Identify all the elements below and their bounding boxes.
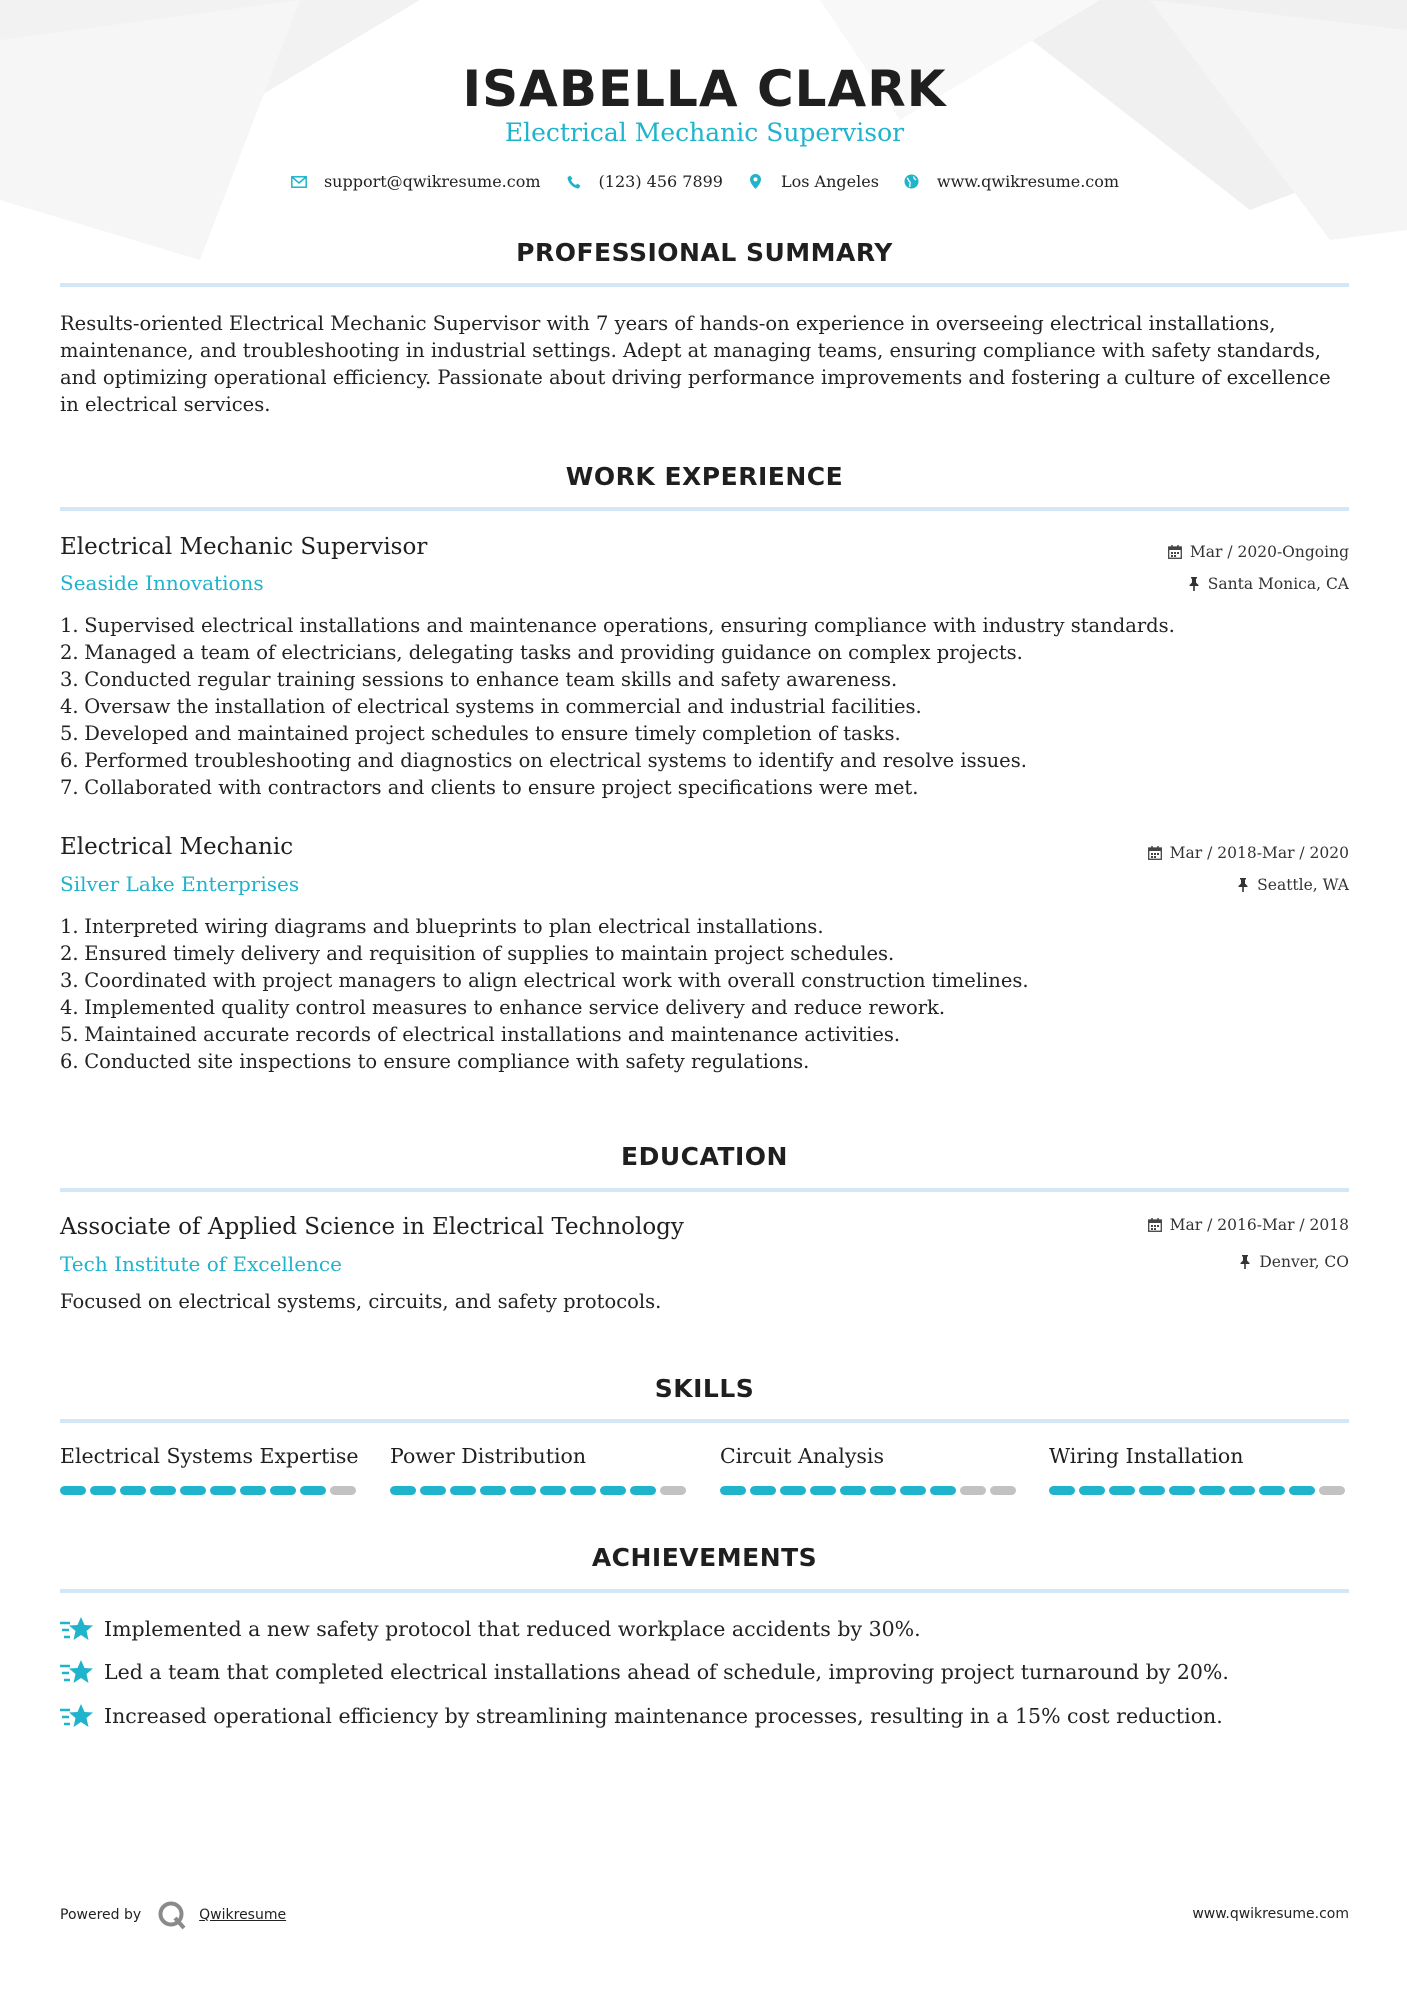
skill-segment-filled [540, 1486, 566, 1495]
list-item: 4. Oversaw the installation of electrical systems in commercial and industrial facilities. [60, 695, 922, 718]
skill-level-bar [1049, 1486, 1349, 1495]
skill-segment-filled [1079, 1486, 1105, 1495]
skill-segment-filled [60, 1486, 86, 1495]
star-icon [60, 1701, 94, 1731]
education-location: Denver, CO [1239, 1253, 1349, 1271]
list-item: 1. Interpreted wiring diagrams and blueprints to plan electrical installations. [60, 915, 824, 938]
skill-name: Circuit Analysis [720, 1444, 884, 1468]
list-item: 6. Performed troubleshooting and diagnostics on electrical systems to identify and resolve issues. [60, 749, 1027, 772]
achievement-text: Increased operational efficiency by streamlining maintenance processes, resulting in a 15% cost reduction. [104, 1704, 1223, 1728]
skills-divider [60, 1419, 1349, 1423]
list-item: 4. Implemented quality control measures to enhance service delivery and reduce rework. [60, 996, 946, 1019]
list-item: 6. Conducted site inspections to ensure compliance with safety regulations. [60, 1050, 810, 1073]
calendar-icon [1148, 846, 1162, 860]
contact-phone[interactable] [565, 172, 723, 191]
skill-name: Wiring Installation [1049, 1444, 1244, 1468]
skill-name: Electrical Systems Expertise [60, 1444, 359, 1468]
globe-icon [903, 173, 921, 191]
summary-divider [60, 283, 1349, 287]
job-location: Santa Monica, CA [1188, 575, 1349, 593]
achievement-item [60, 1614, 1349, 1644]
candidate-name: ISABELLA CLARK [462, 60, 947, 118]
skill-segment-filled [630, 1486, 656, 1495]
skill-segment-filled [1229, 1486, 1255, 1495]
star-icon [60, 1657, 94, 1687]
skill-segment-filled [600, 1486, 626, 1495]
job-title: Electrical Mechanic Supervisor [60, 534, 428, 560]
school-name: Tech Institute of Excellence [60, 1252, 342, 1276]
job-bullets [60, 913, 1349, 1075]
skill-segment-filled [210, 1486, 236, 1495]
skill-segment-filled [150, 1486, 176, 1495]
contact-bar [60, 172, 1349, 191]
list-item: 2. Ensured timely delivery and requisition of supplies to maintain project schedules. [60, 942, 895, 965]
footer-powered-by [60, 1900, 286, 1930]
skill-level-bar [390, 1486, 690, 1495]
qwikresume-logo-icon [157, 1900, 187, 1930]
contact-location [747, 172, 879, 191]
skill-segment-filled [240, 1486, 266, 1495]
skill-segment-filled [750, 1486, 776, 1495]
star-icon [60, 1614, 94, 1644]
skill-segment-filled [780, 1486, 806, 1495]
skill-segment-filled [120, 1486, 146, 1495]
skill-segment-filled [1259, 1486, 1285, 1495]
skill-segment-empty [960, 1486, 986, 1495]
job-company: Silver Lake Enterprises [60, 872, 300, 896]
skill-segment-empty [990, 1486, 1016, 1495]
pin-icon [1188, 577, 1200, 591]
list-item: 2. Managed a team of electricians, delegating tasks and providing guidance on complex projects. [60, 641, 1023, 664]
skill-level-bar [60, 1486, 360, 1495]
skill-segment-filled [720, 1486, 746, 1495]
candidate-title: Electrical Mechanic Supervisor [504, 118, 905, 147]
contact-email[interactable] [290, 172, 541, 191]
map-marker-icon [747, 173, 765, 191]
achievement-text: Led a team that completed electrical installations ahead of schedule, improving project turnaround by 20%. [104, 1660, 1229, 1684]
list-item: 5. Maintained accurate records of electrical installations and maintenance activities. [60, 1023, 901, 1046]
summary-text: Results-oriented Electrical Mechanic Supervisor with 7 years of hands-on experience in overseeing electrical installations, maintenance, and troubleshooting in industrial settings. Adept at managing teams, ensuring compliance with safety standards, and optimizing operational efficiency. Passionate about driving performance improvements and fostering a culture of excellence in electrical services. [60, 312, 1331, 416]
phone-text: (123) 456 7899 [598, 172, 723, 191]
achievement-text: Implemented a new safety protocol that reduced workplace accidents by 30%. [104, 1617, 921, 1641]
job-dates: Mar / 2020-Ongoing [1168, 543, 1349, 561]
job-location: Seattle, WA [1237, 876, 1349, 894]
list-item: 7. Collaborated with contractors and clients to ensure project specifications were met. [60, 776, 919, 799]
skill-segment-filled [1049, 1486, 1075, 1495]
calendar-icon [1168, 545, 1182, 559]
list-item: 1. Supervised electrical installations and maintenance operations, ensuring compliance with industry standards. [60, 614, 1175, 637]
achievements-divider [60, 1589, 1349, 1593]
job-company: Seaside Innovations [60, 571, 264, 595]
skill-segment-filled [390, 1486, 416, 1495]
pin-icon [1237, 878, 1249, 892]
skills-heading: SKILLS [654, 1374, 755, 1403]
skill-segment-filled [300, 1486, 326, 1495]
skill-segment-empty [330, 1486, 356, 1495]
skill-segment-filled [480, 1486, 506, 1495]
skill-segment-filled [840, 1486, 866, 1495]
skill-name: Power Distribution [390, 1444, 587, 1468]
skill-item [1049, 1444, 1349, 1495]
skill-segment-empty [1319, 1486, 1345, 1495]
skill-segment-filled [810, 1486, 836, 1495]
calendar-icon [1148, 1218, 1162, 1232]
experience-heading: WORK EXPERIENCE [565, 462, 844, 491]
footer-website[interactable]: www.qwikresume.com [1192, 1906, 1349, 1922]
job-title: Electrical Mechanic [60, 834, 294, 860]
skill-item [60, 1444, 360, 1495]
brand-link[interactable]: Qwikresume [199, 1907, 287, 1923]
website-text: www.qwikresume.com [936, 172, 1120, 191]
education-heading: EDUCATION [621, 1142, 788, 1171]
job-dates: Mar / 2018-Mar / 2020 [1148, 844, 1349, 862]
list-item: 3. Conducted regular training sessions to enhance team skills and safety awareness. [60, 668, 898, 691]
achievements-heading: ACHIEVEMENTS [591, 1543, 818, 1572]
skill-segment-filled [510, 1486, 536, 1495]
skill-segment-filled [1289, 1486, 1315, 1495]
skill-segment-filled [900, 1486, 926, 1495]
skill-segment-filled [570, 1486, 596, 1495]
skill-segment-filled [1169, 1486, 1195, 1495]
skill-segment-filled [1109, 1486, 1135, 1495]
phone-icon [565, 173, 583, 191]
skill-segment-empty [660, 1486, 686, 1495]
skill-segment-filled [450, 1486, 476, 1495]
skill-segment-filled [1199, 1486, 1225, 1495]
education-description: Focused on electrical systems, circuits, and safety protocols. [60, 1290, 662, 1313]
skill-segment-filled [420, 1486, 446, 1495]
skill-segment-filled [1139, 1486, 1165, 1495]
degree-title: Associate of Applied Science in Electrical Technology [60, 1214, 684, 1240]
list-item: 3. Coordinated with project managers to align electrical work with overall construction timelines. [60, 969, 1029, 992]
summary-heading: PROFESSIONAL SUMMARY [516, 238, 893, 267]
pin-icon [1239, 1255, 1251, 1269]
envelope-icon [290, 173, 308, 191]
skill-segment-filled [180, 1486, 206, 1495]
job-bullets [60, 612, 1349, 801]
email-text: support@qwikresume.com [323, 172, 541, 191]
achievement-item [60, 1701, 1349, 1731]
skill-item [720, 1444, 1020, 1495]
skill-level-bar [720, 1486, 1020, 1495]
skill-segment-filled [270, 1486, 296, 1495]
experience-divider [60, 507, 1349, 511]
list-item: 5. Developed and maintained project schedules to ensure timely completion of tasks. [60, 722, 901, 745]
skill-segment-filled [90, 1486, 116, 1495]
skill-segment-filled [930, 1486, 956, 1495]
powered-by-label: Powered by [60, 1907, 142, 1923]
contact-website[interactable] [903, 172, 1119, 191]
education-dates: Mar / 2016-Mar / 2018 [1148, 1216, 1349, 1234]
skill-segment-filled [870, 1486, 896, 1495]
education-divider [60, 1188, 1349, 1192]
skill-item [390, 1444, 690, 1495]
achievement-item [60, 1657, 1349, 1687]
location-text: Los Angeles [780, 172, 879, 191]
